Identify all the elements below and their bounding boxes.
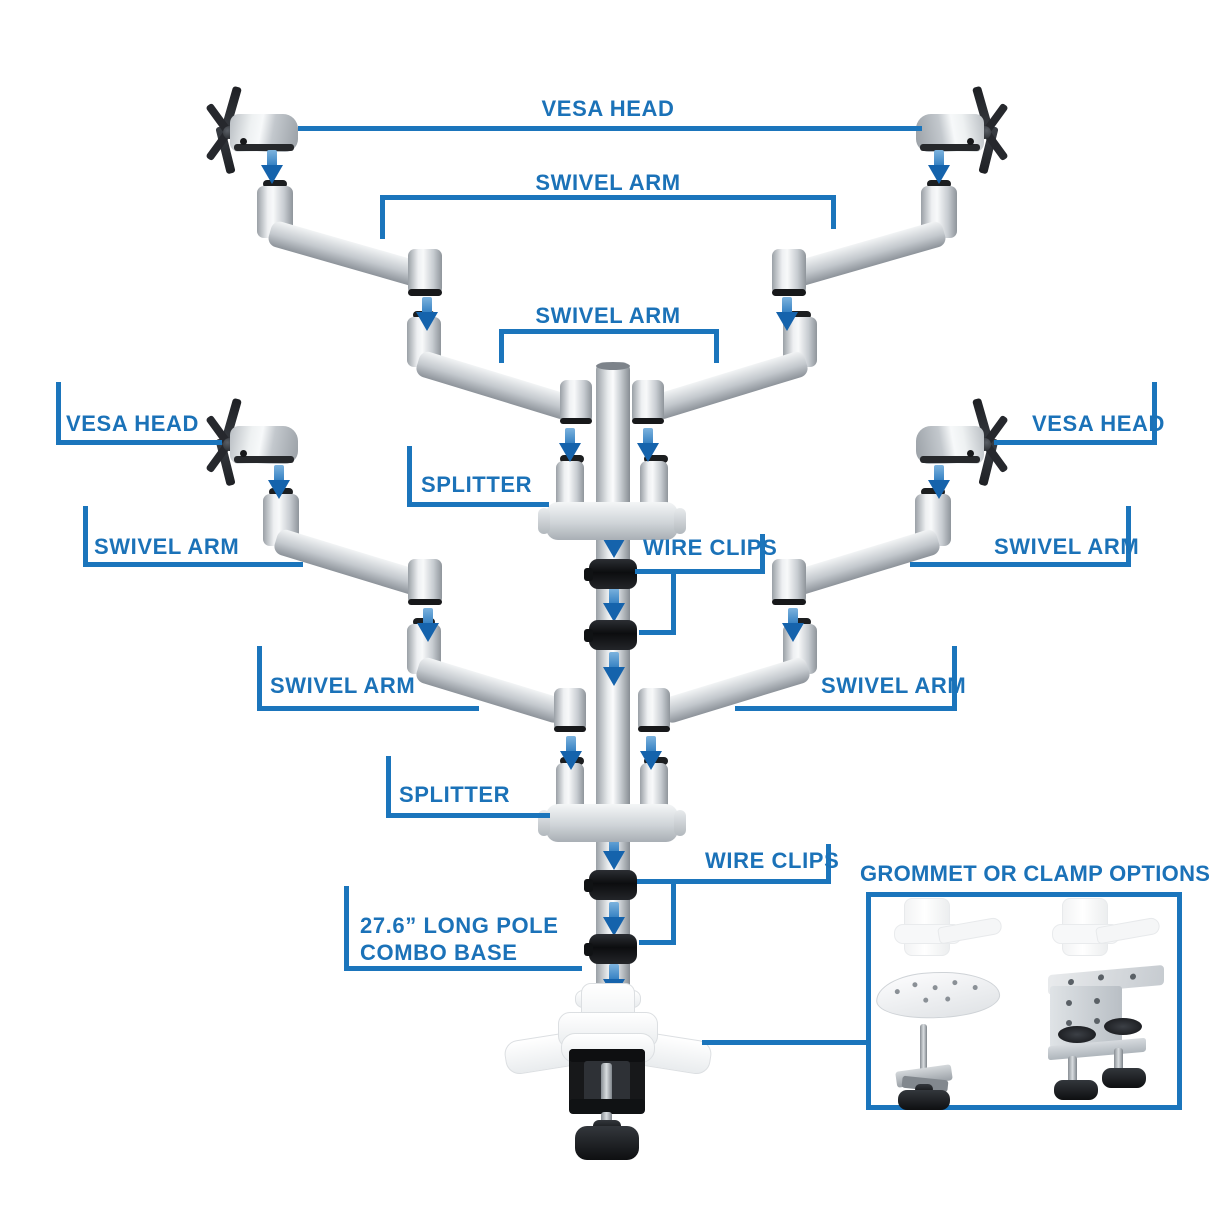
arm-end-ring [560,418,592,424]
down-arrow-icon [640,736,662,770]
vesa-screw [967,138,974,145]
annotation-bracket-arm-lower-right [735,706,957,711]
annotation-bracket-arm-lower-left [257,706,479,711]
down-arrow-icon [637,428,659,462]
annotation-bracket-swivel2 [499,329,719,334]
down-arrow-icon [928,150,950,184]
option-desk-clamp [1048,962,1168,1096]
clamp-knob [575,1126,639,1160]
label-vesa-head-top: VESA HEAD [541,96,675,121]
arm-end-ring [408,599,442,605]
vesa-head-top-left [210,86,302,174]
down-arrow-icon [782,608,804,642]
annotation-bracket-combo-base [344,886,349,970]
down-arrow-icon [559,428,581,462]
swivel-arm-upper-inner-right [649,350,810,422]
annotation-bracket-swivel1 [831,195,836,229]
annotation-line-vesa-top [298,126,922,131]
label-wire-clips-upper: WIRE CLIPS [643,535,778,560]
label-combo-base [360,912,559,966]
vesa-head-mid-right [912,398,1004,486]
annotation-bracket-wireclips1 [635,569,765,574]
annotation-bracket-wireclips2 [639,940,675,945]
down-arrow-icon [603,588,625,622]
annotation-bracket-wireclips2 [637,879,831,884]
label-swivel-arm-mid-right: SWIVEL ARM [994,534,1140,559]
down-arrow-icon [776,297,798,331]
label-splitter-upper: SPLITTER [421,472,533,497]
label-swivel-arm-mid-left: SWIVEL ARM [94,534,240,559]
option-grommet-bolt [894,1024,954,1110]
vesa-body [916,426,984,464]
label-vesa-head-mid-left: VESA HEAD [66,411,199,436]
swivel-arm-lower-inner-right [659,656,812,725]
down-arrow-icon [603,902,625,936]
vesa-head-top-right [912,86,1004,174]
annotation-bracket-arm-mid-right [910,562,1131,567]
annotation-bracket-combo-base [344,966,582,971]
grommet-knob [898,1090,950,1110]
annotation-bracket-arm-lower-left [257,646,262,710]
annotation-line-options [702,1040,866,1045]
splitter-body [546,804,678,842]
arm-end-ring [408,289,442,296]
arm-end-ring [638,726,670,732]
annotation-bracket-splitter1 [407,502,549,507]
label-vesa-head-mid-right: VESA HEAD [1032,411,1165,436]
annotation-bracket-wireclips1 [671,569,676,635]
label-combo-base-line1: 27.6” LONG POLE [360,913,559,938]
annotation-bracket-wireclips2 [671,879,676,945]
swivel-arm-lower-inner-left [414,656,567,725]
clamp-knob [1102,1068,1146,1088]
swivel-arm-upper-inner-left [414,350,575,422]
label-wire-clips-lower: WIRE CLIPS [705,848,840,873]
arm-end-ring [772,599,806,605]
annotation-bracket-splitter1 [407,446,412,506]
vesa-screw [967,450,974,457]
annotation-bracket-swivel1 [380,195,836,200]
clamp-hand-wheel [1104,1018,1142,1035]
down-arrow-icon [603,652,625,686]
label-swivel-arm-lower-right: SWIVEL ARM [821,673,967,698]
label-combo-base-line2: COMBO BASE [360,940,518,965]
down-arrow-icon [268,465,290,499]
wire-clip [589,934,637,964]
annotation-bracket-vesa-mid-right [994,440,1157,445]
wire-clip [589,559,637,589]
label-swivel-arm-lower-left: SWIVEL ARM [270,673,416,698]
label-swivel-arm-top-2: SWIVEL ARM [535,303,681,328]
annotation-bracket-arm-mid-left [83,562,303,567]
annotation-bracket-swivel2 [499,329,504,363]
annotation-bracket-swivel1 [380,195,385,239]
clamp-knob [1054,1080,1098,1100]
annotation-bracket-swivel2 [714,329,719,363]
vesa-screw [240,138,247,145]
down-arrow-icon [261,150,283,184]
down-arrow-icon [560,736,582,770]
arm-end-ring [632,418,664,424]
annotation-bracket-wireclips1 [639,630,675,635]
down-arrow-icon [928,465,950,499]
annotation-bracket-vesa-mid-left [56,440,222,445]
down-arrow-icon [416,297,438,331]
clamp-hand-wheel [1058,1026,1096,1043]
annotation-bracket-vesa-mid-left [56,382,61,444]
down-arrow-icon [417,608,439,642]
label-splitter-lower: SPLITTER [399,782,511,807]
arm-end-ring [554,726,586,732]
vesa-screw [240,450,247,457]
label-options-title: GROMMET OR CLAMP OPTIONS [860,861,1211,886]
vesa-body [230,426,298,464]
wire-clip [589,620,637,650]
vesa-body [230,114,298,152]
label-swivel-arm-top-1: SWIVEL ARM [535,170,681,195]
annotation-bracket-splitter2 [386,756,391,817]
annotation-bracket-arm-mid-left [83,506,88,566]
arm-end-ring [772,289,806,296]
vesa-body [916,114,984,152]
annotation-bracket-splitter2 [386,813,550,818]
wire-clip [589,870,637,900]
